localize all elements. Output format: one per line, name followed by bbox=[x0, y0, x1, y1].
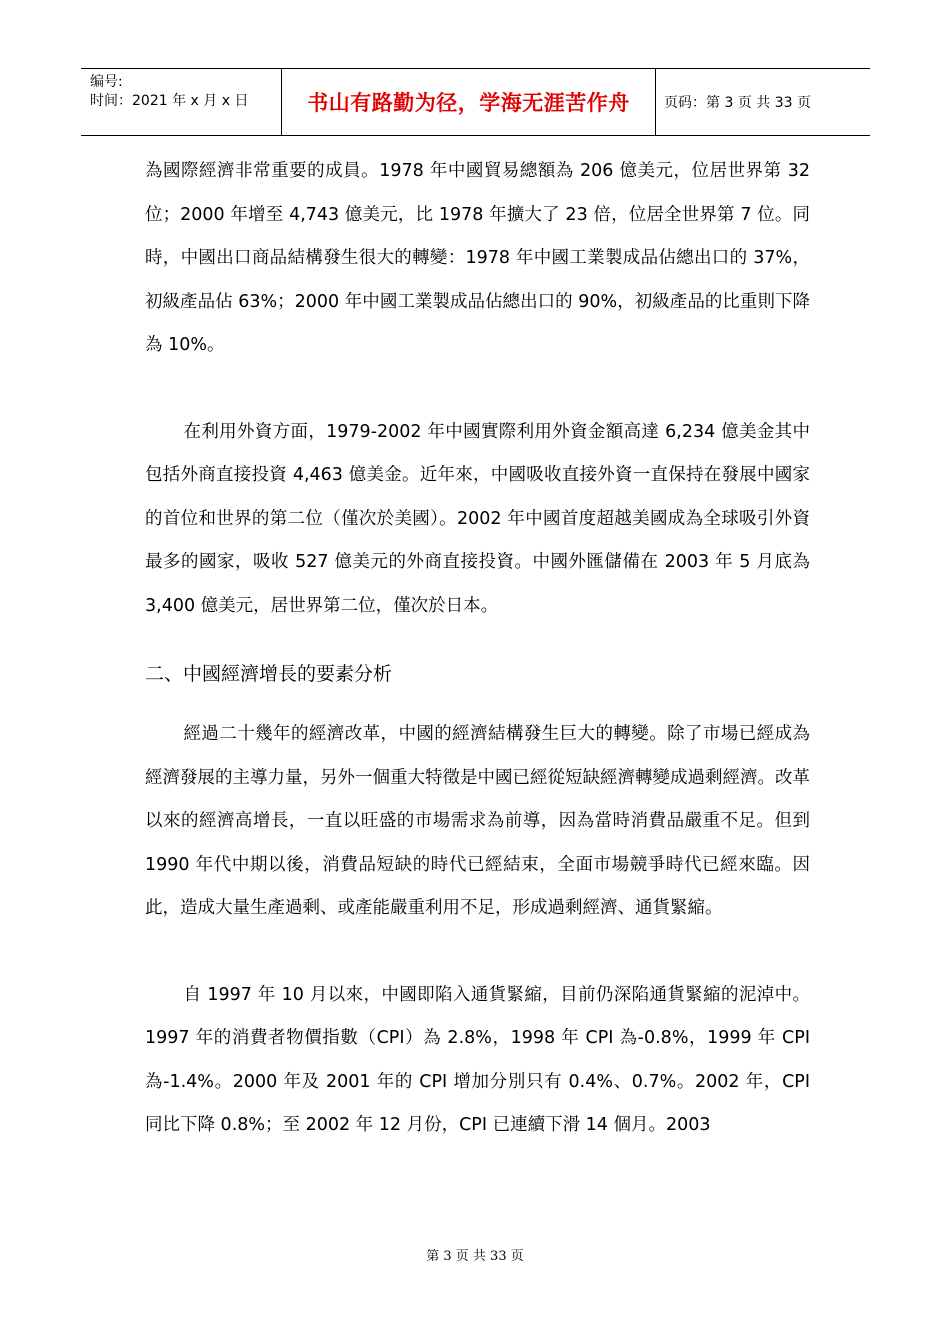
section-heading: 二、中國經濟增長的要素分析 bbox=[145, 663, 393, 685]
document-date-label: 时间：2021 年 x 月 x 日 bbox=[90, 93, 249, 109]
paragraph-trade: 為國際經濟非常重要的成員。1978 年中國貿易總額為 206 億美元，位居世界第 32 位；2000 年增至 4,743 億美元，比 1978 年擴大了 23 倍，位居全世界第 7 位。同時，中國出口商品結構發生很大的轉變：1978 年中國工業製成品佔總出口的 37%，初級產品佔 63%；2000 年中國工業製成品佔總出口的 90%，初級產品的比重則下降為 10%。 bbox=[145, 161, 810, 355]
header-left-cell bbox=[81, 69, 281, 135]
page-header bbox=[81, 68, 870, 136]
body-bottom bbox=[145, 713, 810, 1148]
page-footer: 第 3 页 共 33 页 bbox=[426, 1249, 524, 1264]
paragraph-deflation: 自 1997 年 10 月以來，中國即陷入通貨緊縮，目前仍深陷通貨緊縮的泥淖中。1997 年的消費者物價指數（CPI）為 2.8%，1998 年 CPI 為-0.8%，1999 年 CPI 為-1.4%。2000 年及 2001 年的 CPI 增加分別只有 0.4%、0.7%。2002 年，CPI 同比下降 0.8%；至 2002 年 12 月份，CPI 已連續下滑 14 個月。2003 bbox=[145, 984, 810, 1135]
paragraph-economic-structure: 經過二十幾年的經濟改革，中國的經濟結構發生巨大的轉變。除了市場已經成為經濟發展的主導力量，另外一個重大特徵是中國已經從短缺經濟轉變成過剩經濟。改革以來的經濟高增長，一直以旺盛的市場需求為前導，因為當時消費品嚴重不足。但到 1990 年代中期以後，消費品短缺的時代已經結束，全面市場競爭時代已經來臨。因此，造成大量生產過剩、或產能嚴重利用不足，形成過剩經濟、通貨緊縮。 bbox=[145, 724, 810, 918]
body-top bbox=[145, 150, 810, 628]
header-page-info: 页码：第 3 页 共 33 页 bbox=[664, 95, 811, 111]
paragraph-foreign-investment: 在利用外資方面，1979-2002 年中國實際利用外資金額高達 6,234 億美金其中包括外商直接投資 4,463 億美金。近年來，中國吸收直接外資一直保持在發展中國家的首位和世界的第二位（僅次於美國）。2002 年中國首度超越美國成為全球吸引外資最多的國家，吸收 527 億美元的外商直接投資。中國外匯儲備在 2003 年 5 月底為 3,400 億美元，居世界第二位，僅次於日本。 bbox=[145, 421, 810, 616]
header-motto: 书山有路勤为径，学海无涯苦作舟 bbox=[281, 69, 656, 135]
document-number-label: 编号: bbox=[90, 74, 123, 90]
